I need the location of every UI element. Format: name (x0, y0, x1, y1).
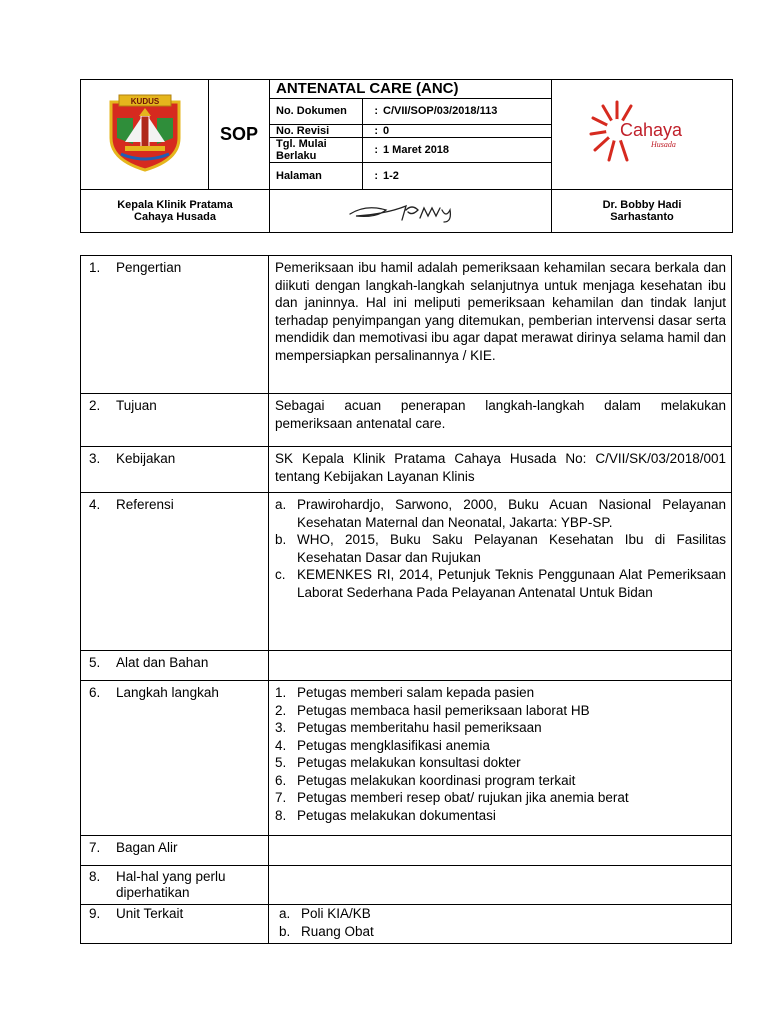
row-label-cell (81, 493, 269, 651)
signer-right: Dr. Bobby Hadi Sarhastanto (602, 199, 682, 223)
list-item (279, 905, 726, 923)
meta-row-no-revisi (270, 124, 551, 137)
kudus-emblem-icon (103, 92, 187, 172)
meta-value: 0 (378, 124, 551, 137)
list-marker: 4. (275, 737, 287, 753)
sop-label-cell (209, 80, 270, 190)
langkah-list-cell (269, 681, 732, 836)
row-label: Langkah langkah (116, 685, 219, 700)
cahaya-husada-logo-icon (587, 94, 697, 170)
row-label-cell (81, 651, 269, 681)
row-label: Pengertian (116, 260, 182, 275)
list-marker: b. (279, 923, 291, 939)
sop-label: SOP (219, 124, 258, 144)
row-text: Pemeriksaan ibu hamil adalah pemeriksaan kehamilan secara berkala dan diikuti dengan langkah-langkah selanjutnya untuk menjaga kesehatan ibu dan janinnya. Hal ini meliputi pemeriksaan kehamilan dan tindak lanjut terhadap penyimpangan yang ditemukan, pemberian intervensi dasar serta mendidik dan memotivasi ibu agar dapat merawat dirinya selama hamil dan mempersiapkan persalinannya / KIE. (269, 256, 732, 394)
meta-row-tgl-mulai (270, 137, 551, 162)
row-text: Sebagai acuan penerapan langkah-langkah dalam melakukan pemeriksaan antenatal care. (269, 394, 732, 447)
meta-sep: : (362, 124, 378, 137)
referensi-list (275, 496, 726, 601)
meta-row-no-dokumen (270, 99, 551, 124)
list-marker: 3. (275, 720, 287, 735)
row-number: 1. (89, 260, 101, 275)
list-text: Petugas melakukan konsultasi dokter (297, 755, 521, 770)
signature-icon (346, 194, 476, 224)
meta-key: No. Revisi (270, 124, 362, 137)
list-item (275, 754, 726, 772)
list-item (275, 719, 726, 737)
row-label-cell (81, 394, 269, 447)
list-text: WHO, 2015, Buku Saku Pelayanan Kesehatan Ibu di Fasilitas Kesehatan Dasar dan Rujukan (297, 532, 726, 565)
meta-sep: : (362, 137, 378, 162)
row-number: 2. (89, 398, 101, 413)
row-text (269, 836, 732, 866)
list-text: Petugas membaca hasil pemeriksaan laborat HB (297, 702, 590, 718)
row-number: 7. (89, 840, 101, 855)
row-label-cell (81, 256, 269, 394)
row-label-cell (81, 836, 269, 866)
kudus-logo-cell (81, 80, 209, 190)
row-label-cell (81, 905, 269, 944)
cahaya-logo-cell (552, 80, 733, 190)
row-label-cell (81, 447, 269, 493)
sop-row-langkah (81, 681, 732, 836)
list-item (275, 737, 726, 755)
list-text: Petugas melakukan koordinasi program terkait (297, 772, 576, 788)
row-label: Unit Terkait (116, 906, 184, 921)
row-number: 4. (89, 497, 101, 512)
row-label: Alat dan Bahan (116, 655, 209, 670)
meta-value: C/VII/SOP/03/2018/113 (378, 99, 551, 124)
sop-row-hal-hal (81, 866, 732, 905)
meta-row-halaman (270, 162, 551, 189)
list-text: Prawirohardjo, Sarwono, 2000, Buku Acuan Nasional Pelayanan Kesehatan Maternal dan Neonatal, Jakarta: YBP-SP. (297, 497, 726, 530)
list-text: Petugas melakukan dokumentasi (297, 807, 496, 823)
sop-row-unit-terkait (81, 905, 732, 944)
list-item (275, 772, 726, 790)
row-label: Tujuan (116, 398, 157, 413)
list-item (275, 684, 726, 702)
row-text (269, 651, 732, 681)
list-item (279, 923, 726, 941)
list-marker: 8. (275, 807, 287, 823)
meta-cell (270, 80, 552, 190)
row-text: SK Kepala Klinik Pratama Cahaya Husada No: C/VII/SK/03/2018/001 tentang Kebijakan Layanan Klinis (269, 447, 732, 493)
sop-row-bagan-alir (81, 836, 732, 866)
row-label: Kebijakan (116, 451, 176, 466)
sop-row-kebijakan (81, 447, 732, 493)
svg-text:Husada: Husada (651, 140, 676, 149)
list-marker: 5. (275, 755, 287, 770)
row-text (269, 866, 732, 905)
sop-row-referensi (81, 493, 732, 651)
doc-meta-table (270, 99, 551, 189)
row-label: Referensi (116, 497, 174, 512)
row-number: 6. (89, 685, 101, 700)
list-marker: 1. (275, 685, 287, 700)
list-item (275, 496, 726, 531)
signer-right-cell (552, 190, 733, 233)
langkah-list (275, 684, 726, 824)
sop-header-table (80, 79, 733, 233)
meta-value: 1 Maret 2018 (378, 137, 551, 162)
meta-sep: : (362, 99, 378, 124)
list-marker: 2. (275, 702, 287, 718)
meta-key: No. Dokumen (270, 99, 362, 124)
unit-list (279, 905, 726, 940)
meta-sep: : (374, 169, 378, 182)
sop-row-alat-bahan (81, 651, 732, 681)
list-marker: 7. (275, 790, 287, 805)
list-text: Petugas mengklasifikasi anemia (297, 737, 490, 753)
row-number: 8. (89, 869, 101, 884)
meta-key: Halaman (270, 162, 362, 189)
list-text: Ruang Obat (301, 923, 374, 939)
sop-row-tujuan (81, 394, 732, 447)
row-label: Hal-hal yang perlu diperhatikan (116, 869, 226, 900)
list-item (275, 702, 726, 720)
row-number: 3. (89, 451, 101, 466)
sop-row-pengertian (81, 256, 732, 394)
row-label-cell (81, 681, 269, 836)
list-item (275, 789, 726, 807)
row-number: 9. (89, 906, 101, 921)
meta-key: Tgl. Mulai Berlaku (270, 137, 362, 162)
list-marker: a. (275, 497, 287, 512)
list-item (275, 531, 726, 566)
signer-left-cell (81, 190, 270, 233)
list-marker: b. (275, 532, 287, 547)
row-number: 5. (89, 655, 101, 670)
doc-title: ANTENATAL CARE (ANC) (270, 80, 551, 99)
svg-text:KUDUS: KUDUS (130, 97, 159, 106)
list-item (275, 566, 726, 601)
list-marker: c. (275, 567, 286, 582)
sop-content-table (80, 255, 732, 944)
list-marker: 6. (275, 772, 287, 788)
list-text: Petugas memberitahu hasil pemeriksaan (297, 720, 542, 735)
svg-text:Cahaya: Cahaya (620, 120, 683, 140)
row-label-cell (81, 866, 269, 905)
signature-cell (270, 190, 552, 233)
unit-list-cell (269, 905, 732, 944)
list-marker: a. (279, 906, 291, 921)
referensi-list-cell (269, 493, 732, 651)
list-item (275, 807, 726, 825)
list-text: Petugas memberi salam kepada pasien (297, 685, 535, 700)
row-label: Bagan Alir (116, 840, 178, 855)
list-text: Poli KIA/KB (301, 906, 371, 921)
signer-left: Kepala Klinik Pratama Cahaya Husada (117, 199, 233, 223)
list-text: Petugas memberi resep obat/ rujukan jika anemia berat (297, 790, 629, 805)
meta-value: 1-2 (383, 169, 399, 182)
list-text: KEMENKES RI, 2014, Petunjuk Teknis Penggunaan Alat Pemeriksaan Laborat Sederhana Pada Pelayanan Antenatal Untuk Bidan (297, 567, 726, 600)
